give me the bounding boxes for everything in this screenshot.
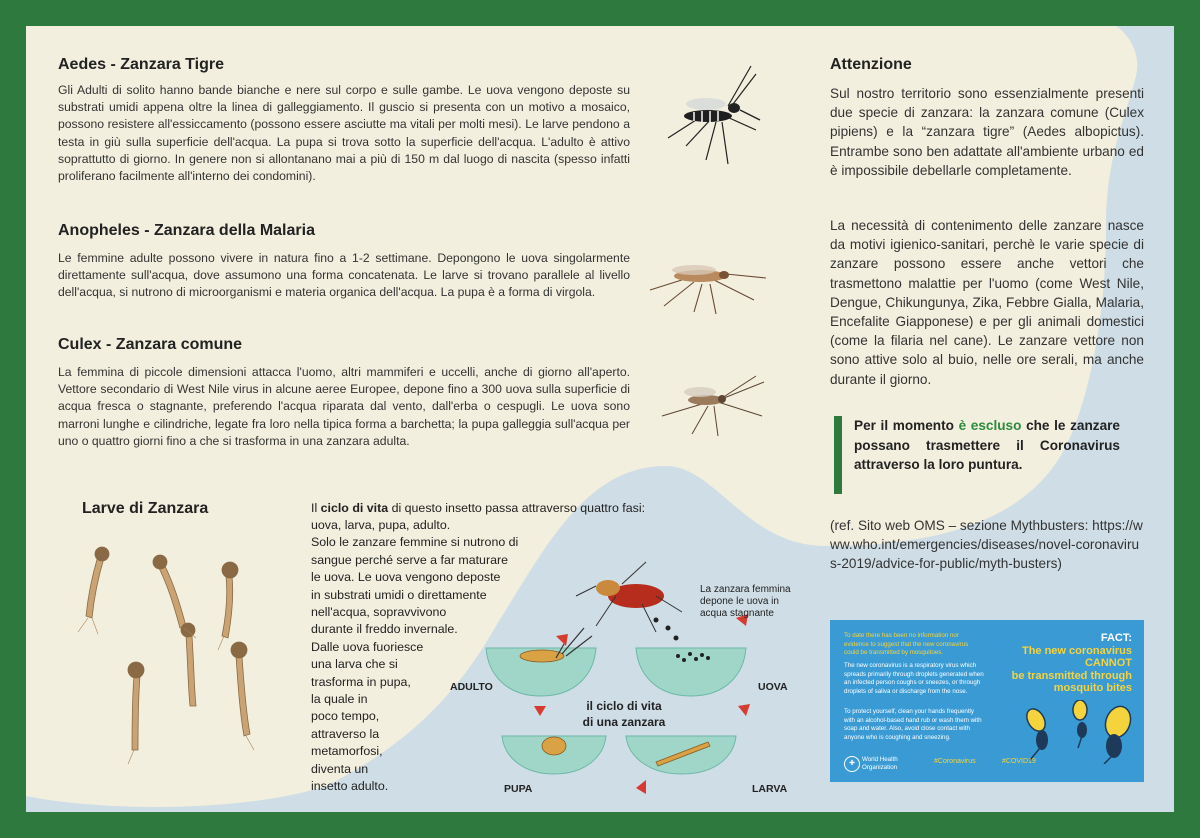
lifecycle-first-line: Il ciclo di vita di questo insetto passa attraverso quattro fasi: <box>311 501 646 515</box>
hashtag-covid19: #COVID19 <box>1002 758 1036 765</box>
lifecycle-lines: uova, larva, pupa, adulto. Solo le zanzare femmine si nutrono di sangue perché serve a far maturare le uova. Le uova vengono deposte in substrati umidi o direttamente nell'acqua, sopravvivono durante il freddo invernale. Dalle uova fuoriesce una larva che si trasforma in pupa, la quale in poco tempo, attraverso la metamorfosi, diventa un insetto adulto. <box>311 518 519 794</box>
diagram-adulto-label: ADULTO <box>450 681 493 693</box>
anopheles-mosquito-icon <box>644 246 769 316</box>
who-logo-icon: ✚ <box>844 756 860 772</box>
diagram-female-line2: depone le uova in <box>700 596 779 607</box>
page-frame <box>26 26 1174 812</box>
diagram-uova-label: UOVA <box>758 681 788 693</box>
diagram-center-line2: di una zanzara <box>582 715 666 729</box>
larve-title: Larve di Zanzara <box>82 500 209 517</box>
coronavirus-emphasis: Per il momento è escluso che le zanzare possano trasmettere il Coronavirus attraverso la loro puntura. <box>854 418 1120 472</box>
attenzione-p1: Sul nostro territorio sono essenzialmente presenti due specie di zanzara: la zanzara comune (Culex pipiens) e la “zanzara tigre” (Aedes albopictus). Entrambe sono ben adattate all'ambiente urbano ed è impossibile debellarle completamente. <box>830 86 1144 178</box>
culex-mosquito-icon <box>652 368 772 438</box>
fact-intro: To date there has been no information nor evidence to suggest that the new coronavirus could be transmitted by mosquitoes. <box>844 632 969 657</box>
fact-body2: To protect yourself, clean your hands frequently with an alcohol-based hand rub or wash them with soap and water. Also, avoid close contact with anyone who is coughing and sneezing. <box>844 708 982 741</box>
aedes-title: Aedes - Zanzara Tigre <box>58 56 224 73</box>
who-fact-box <box>830 620 1144 782</box>
anopheles-text: Le femmine adulte possono vivere in natura fino a 1-2 settimane. Depongono le uova singolarmente direttamente sull'acqua, dove assumono una forma concatenata. Le larve si trovano parallele al livello dell'acqua, si nutrono di microorganismi e materia organica dell'acqua. La pupa è a forma di virgola. <box>58 251 630 300</box>
oms-reference: (ref. Sito web OMS – sezione Mythbusters: https://www.who.int/emergencies/diseases/novel-coronavirus-2019/advice-for-public/myth-busters) <box>830 518 1143 572</box>
larvae-illustration-icon <box>58 536 298 792</box>
attenzione-p2: La necessità di contenimento delle zanzare nasce da motivi igienico-sanitari, perchè le varie specie di zanzare possono essere anche vettori che trasmettono malattie per l'uomo (come West Nile, Dengue, Chikungunya, Zika, Febbre Gialla, Malaria, Encefalite Giapponese) e per gli animali domestici (come la filaria nel cane). Le zanzare vettore non sono attive solo al buio, nelle ore serali, ma anche durante il giorno. <box>830 218 1144 387</box>
diagram-center-line1: il ciclo di vita <box>586 699 662 713</box>
hashtag-coronavirus: #Coronavirus <box>934 758 976 765</box>
lifecycle-diagram <box>446 556 816 806</box>
diagram-pupa-label: PUPA <box>504 783 533 795</box>
aedes-text: Gli Adulti di solito hanno bande bianche e nere sul corpo e sulle gambe. Le uova vengono deposte su substrati umidi appena oltre la linea di galleggiamento. Il guscio si presenta con un motivo a mosaico, possono resistere all'essiccamento (possono essere asciutte ma vitali per molti mesi). Le larve pendono a testa in giù sulla superficie dell'acqua. La pupa si trova sotto la superficie dell'acqua. L'adulto è attivo soprattutto di giorno. In genere non si allontanano mai a più di 150 m dal luogo di nascita (spesso infatti proliferano facilmente all'interno dei condomini). <box>58 83 630 184</box>
culex-text: La femmina di piccole dimensioni attacca l'uomo, altri mammiferi e uccelli, anche di giorno all'aperto. Vettore secondario di West Nile virus in alcune aeree Europee, depone fino a 300 uova sulla superficie di acqua fresca o stagnante, preferendo l'acqua riparata dal vento, dall'erba o cespugli. Le uova sono marroni lunghe e cilindriche, legate fra loro nella tipica forma a barchetta; la pupa galleggia sull'acqua per uno o quattro giorni fino a che si trasforma in una zanzara adulta. <box>58 365 630 448</box>
attenzione-title: Attenzione <box>830 56 912 73</box>
culex-title: Culex - Zanzara comune <box>58 336 243 353</box>
diagram-female-line1: La zanzara femmina <box>700 584 791 595</box>
emphasis-bar <box>834 416 842 494</box>
who-org-name: World Health Organization <box>862 756 898 771</box>
diagram-female-line3: acqua stagnante <box>700 608 774 619</box>
lifecycle-bold: ciclo di vita <box>320 501 389 515</box>
fact-title: FACT: The new coronavirus CANNOT be transmitted through mosquito bites <box>1011 632 1132 694</box>
fact-body1: The new coronavirus is a respiratory virus which spreads primarily through droplets generated when an infected person coughs or sneezes, or through droplets of saliva or discharge from the nose. <box>844 662 984 695</box>
diagram-larva-label: LARVA <box>752 783 788 795</box>
anopheles-title: Anopheles - Zanzara della Malaria <box>58 222 315 239</box>
aedes-mosquito-icon <box>656 60 766 170</box>
cartoon-mosquitoes-icon <box>1020 700 1140 764</box>
